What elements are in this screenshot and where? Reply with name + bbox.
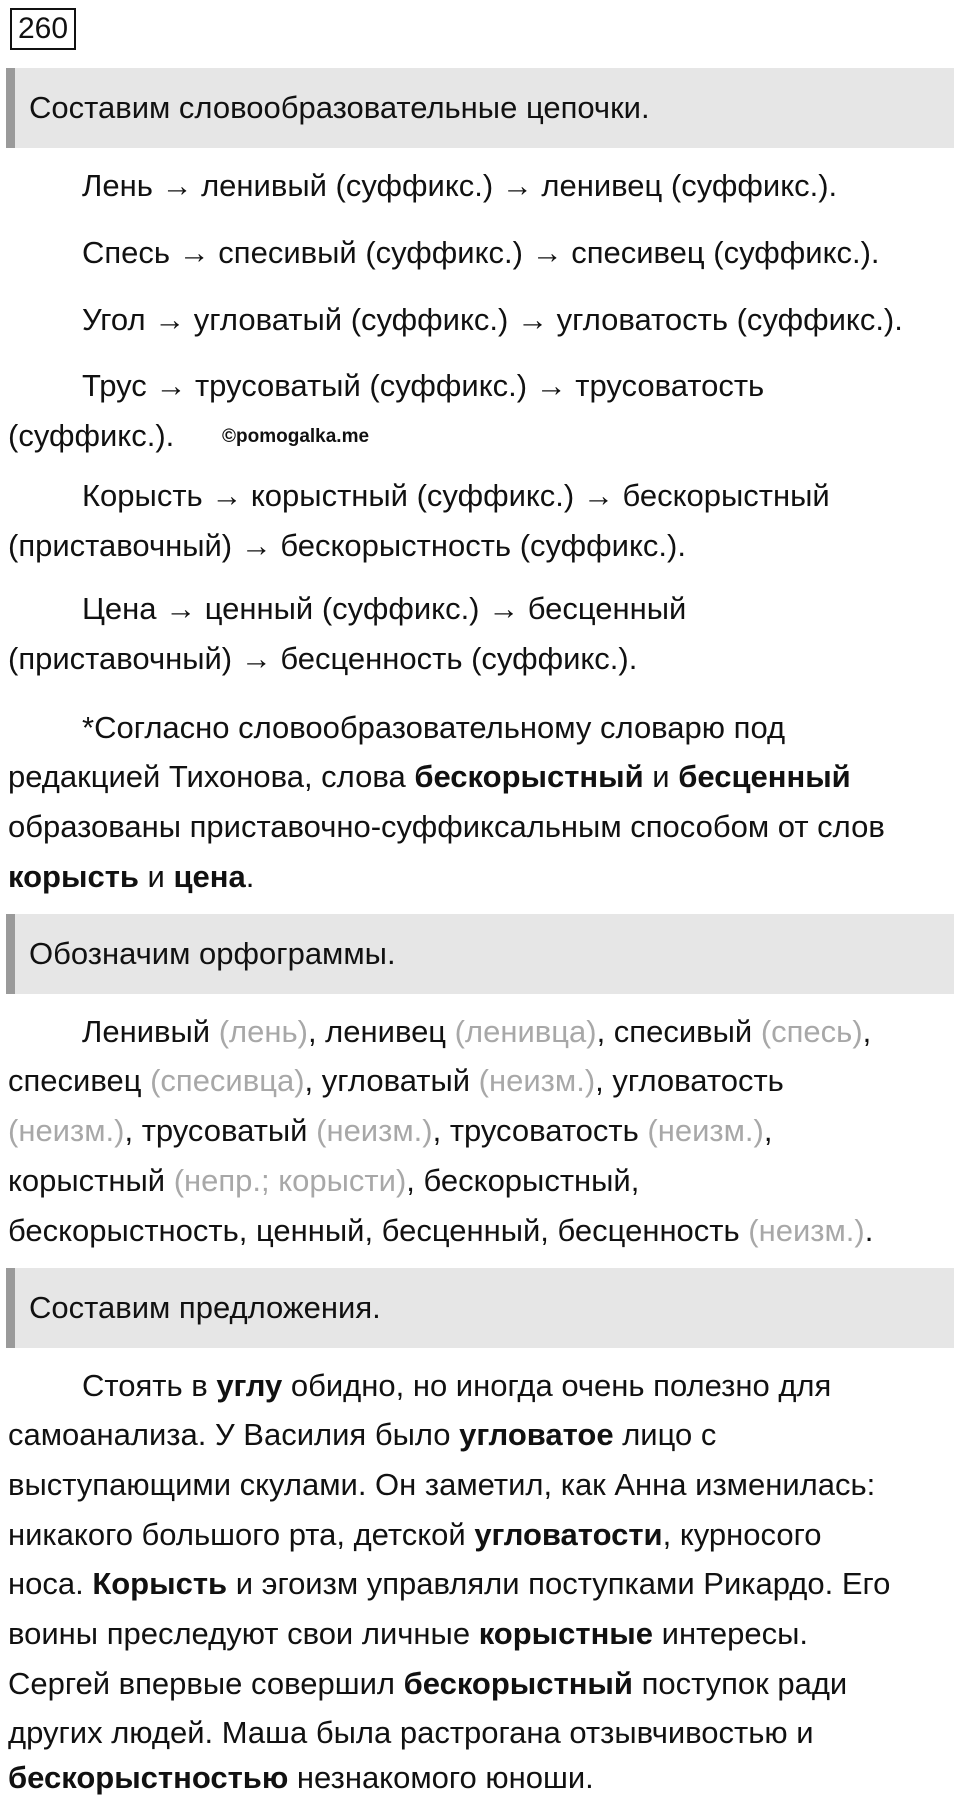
task-number: 260	[10, 8, 76, 50]
chain-line: (приставочный) → бесценность (суффикс.).	[8, 641, 638, 676]
section-header-word-formation: Составим словообразовательные цепочки.	[6, 68, 954, 148]
chain-line: Угол → угловатый (суффикс.) → угловатость (суффикс.).	[82, 302, 903, 337]
section-header-orthograms: Обозначим орфограммы.	[6, 914, 954, 994]
note-line: корысть и цена.	[8, 859, 255, 894]
chain-line: Лень → ленивый (суффикс.) → ленивец (суффикс.).	[82, 168, 838, 203]
chain-line: Трус → трусоватый (суффикс.) → трусоватость	[82, 368, 765, 403]
section-header-sentences: Составим предложения.	[6, 1268, 954, 1348]
sentence-line: других людей. Маша была растрогана отзывчивостью и	[8, 1715, 814, 1750]
note-line: образованы приставочно-суффиксальным способом от слов	[8, 809, 885, 844]
sentence-line: Сергей впервые совершил бескорыстный поступок ради	[8, 1666, 848, 1701]
chain-line: Цена → ценный (суффикс.) → бесценный	[82, 591, 687, 626]
chain-line: (приставочный) → бескорыстность (суффикс.).	[8, 528, 686, 563]
orthogram-line: Ленивый (лень), ленивец (ленивца), спесивый (спесь),	[82, 1014, 872, 1049]
sentence-line: воины преследуют свои личные корыстные интересы.	[8, 1616, 809, 1651]
chain-line: (суффикс.).	[8, 418, 175, 453]
note-line: редакцией Тихонова, слова бескорыстный и бесценный	[8, 759, 851, 794]
orthogram-line: спесивец (спесивца), угловатый (неизм.), угловатость	[8, 1063, 784, 1098]
sentence-line: Стоять в углу обидно, но иногда очень полезно для	[82, 1368, 832, 1403]
sentence-line: самоанализа. У Василия было угловатое лицо с	[8, 1417, 717, 1452]
note-line: *Согласно словообразовательному словарю под	[82, 710, 786, 745]
chain-line: Корысть → корыстный (суффикс.) → бескорыстный	[82, 478, 830, 513]
sentence-line: никакого большого рта, детской угловатости, курносого	[8, 1517, 822, 1552]
orthogram-line: корыстный (непр.; корысти), бескорыстный,	[8, 1163, 640, 1198]
orthogram-line: (неизм.), трусоватый (неизм.), трусоватость (неизм.),	[8, 1113, 773, 1148]
sentence-line: выступающими скулами. Он заметил, как Анна изменилась:	[8, 1467, 876, 1502]
orthogram-line: бескорыстность, ценный, бесценный, бесценность (неизм.).	[8, 1213, 874, 1248]
sentence-line: бескорыстностью незнакомого юноши.	[8, 1760, 594, 1795]
sentence-line: носа. Корысть и эгоизм управляли поступками Рикардо. Его	[8, 1566, 891, 1601]
chain-line: Спесь → спесивый (суффикс.) → спесивец (суффикс.).	[82, 235, 880, 270]
watermark: ©pomogalka.me	[222, 426, 370, 447]
